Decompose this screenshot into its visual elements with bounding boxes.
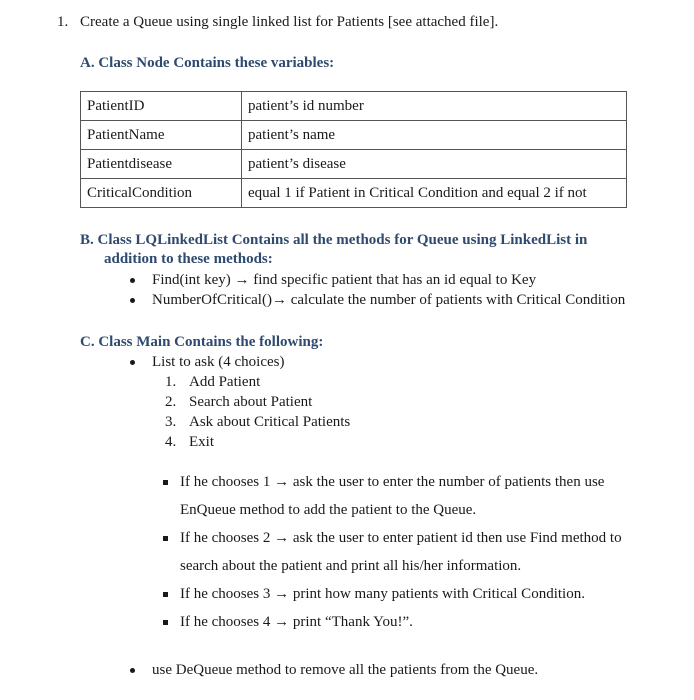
square-bullet-icon xyxy=(163,592,168,597)
variable-description: equal 1 if Patient in Critical Condition and equal 2 if not xyxy=(242,179,627,208)
choice-text: Ask about Critical Patients xyxy=(189,414,351,430)
rule-choice-3: If he chooses 3 → print how many patients with Critical Condition. xyxy=(180,586,585,602)
choice-number: 3. xyxy=(165,414,177,430)
variable-name: Patientdisease xyxy=(81,150,242,179)
variable-description: patient’s disease xyxy=(242,150,627,179)
table-row xyxy=(81,179,627,208)
choice-number: 2. xyxy=(165,394,177,410)
bullet-icon xyxy=(130,360,135,365)
variable-name: PatientID xyxy=(81,92,242,121)
section-b-heading-cont: addition to these methods: xyxy=(104,251,273,267)
rule-choice-1-cont: EnQueue method to add the patient to the Queue. xyxy=(180,502,477,518)
section-c-heading: C. Class Main Contains the following: xyxy=(80,334,324,350)
rule-choice-2-cont: search about the patient and print all his/her information. xyxy=(180,558,522,574)
bullet-icon xyxy=(130,298,135,303)
variable-description: patient’s name xyxy=(242,121,627,150)
rule-choice-4: If he chooses 4 → print “Thank You!”. xyxy=(180,614,413,630)
choice-number: 1. xyxy=(165,374,177,390)
method-number-of-critical: NumberOfCritical()→ calculate the number of patients with Critical Condition xyxy=(152,292,626,308)
variable-name: PatientName xyxy=(81,121,242,150)
section-a-heading: A. Class Node Contains these variables: xyxy=(80,55,335,71)
choice-number: 4. xyxy=(165,434,177,450)
list-intro: List to ask (4 choices) xyxy=(152,354,285,370)
choice-text: Add Patient xyxy=(189,374,261,390)
question-text: Create a Queue using single linked list for Patients [see attached file]. xyxy=(80,14,499,30)
table-row xyxy=(81,150,627,179)
square-bullet-icon xyxy=(163,620,168,625)
choice-text: Search about Patient xyxy=(189,394,313,410)
variables-table xyxy=(80,91,627,208)
question-number: 1. xyxy=(57,14,69,30)
bullet-icon xyxy=(130,278,135,283)
square-bullet-icon xyxy=(163,536,168,541)
method-find: Find(int key) → find specific patient that has an id equal to Key xyxy=(152,272,537,288)
rule-choice-2: If he chooses 2 → ask the user to enter patient id then use Find method to xyxy=(180,530,622,546)
variable-description: patient’s id number xyxy=(242,92,627,121)
bullet-icon xyxy=(130,668,135,673)
rule-choice-1: If he chooses 1 → ask the user to enter the number of patients then use xyxy=(180,474,605,490)
section-b-heading: B. Class LQLinkedList Contains all the methods for Queue using LinkedList in xyxy=(80,232,588,248)
table-row xyxy=(81,121,627,150)
choice-text: Exit xyxy=(189,434,214,450)
variable-name: CriticalCondition xyxy=(81,179,242,208)
dequeue-instruction: use DeQueue method to remove all the patients from the Queue. xyxy=(152,662,539,678)
table-row xyxy=(81,92,627,121)
square-bullet-icon xyxy=(163,480,168,485)
